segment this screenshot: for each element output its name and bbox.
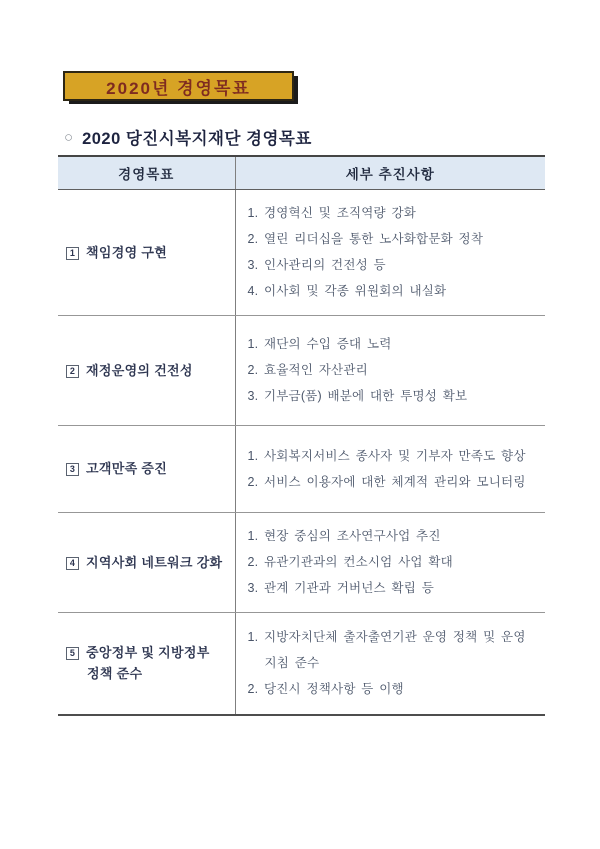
goals-table <box>58 155 545 716</box>
goal-cell <box>58 315 235 425</box>
detail-item: 4. 이사회 및 각종 위원회의 내실화 <box>247 284 447 298</box>
boxed-number: 4 <box>66 557 79 570</box>
goal-line: 2 재정운영의 건전성 <box>66 360 231 381</box>
detail-item: 3. 인사관리의 건전성 등 <box>247 258 386 272</box>
banner-title: 2020년 경영목표 <box>106 78 251 98</box>
detail-item: 3. 관계 기관과 거버넌스 확립 등 <box>247 581 434 595</box>
goals-table-body <box>58 189 545 715</box>
detail-item: 2. 효율적인 자산관리 <box>247 363 368 377</box>
goal-cell <box>58 512 235 612</box>
details-cell <box>235 315 545 425</box>
details-cell <box>235 425 545 512</box>
table-header-row <box>58 156 545 189</box>
goal-cell <box>58 425 235 512</box>
detail-item: 2. 당진시 정책사항 등 이행 <box>247 682 404 697</box>
detail-item: 1. 현장 중심의 조사연구사업 추진 <box>247 529 441 543</box>
details-cell <box>235 512 545 612</box>
detail-item: 2. 유관기관과의 컨소시엄 사업 확대 <box>247 555 453 569</box>
goal-line: 4 지역사회 네트워크 강화 <box>66 552 231 573</box>
goal-cell <box>58 189 235 315</box>
goal-line: 5 중앙정부 및 지방정부 <box>66 642 231 663</box>
boxed-number: 2 <box>66 365 79 378</box>
detail-item: 1. 사회복지서비스 종사자 및 기부자 만족도 향상 <box>247 448 526 463</box>
detail-item: 2. 서비스 이용자에 대한 체계적 관리와 모니터링 <box>247 474 526 489</box>
circle-bullet-icon: ○ <box>64 128 74 146</box>
goal-line: 정책 준수 <box>87 666 143 682</box>
boxed-number: 1 <box>66 247 79 260</box>
detail-item: 3. 기부금(품) 배분에 대한 투명성 확보 <box>247 389 468 403</box>
table-row <box>58 425 545 512</box>
goal-cell <box>58 612 235 715</box>
table-row <box>58 612 545 715</box>
details-cell <box>235 612 545 715</box>
goal-line: 3 고객만족 증진 <box>66 458 231 479</box>
detail-item: 1. 경영혁신 및 조직역량 강화 <box>247 206 417 220</box>
boxed-number: 5 <box>66 647 79 660</box>
detail-item: 2. 열린 리더십을 통한 노사화합문화 정착 <box>247 232 484 246</box>
detail-item: 1. 지방자치단체 출자출연기관 운영 정책 및 운영 지침 준수 <box>247 630 526 671</box>
detail-item: 1. 재단의 수입 증대 노력 <box>247 337 392 351</box>
col-header-goal: 경영목표 <box>58 156 235 189</box>
col-header-details: 세부 추진사항 <box>235 156 545 189</box>
boxed-number: 3 <box>66 463 79 476</box>
section-heading <box>64 125 312 149</box>
table-row <box>58 512 545 612</box>
table-row <box>58 315 545 425</box>
title-banner <box>63 71 294 101</box>
goal-line: 1 책임경영 구현 <box>66 242 231 263</box>
table-row <box>58 189 545 315</box>
section-heading-text: 2020 당진시복지재단 경영목표 <box>82 130 312 148</box>
details-cell <box>235 189 545 315</box>
